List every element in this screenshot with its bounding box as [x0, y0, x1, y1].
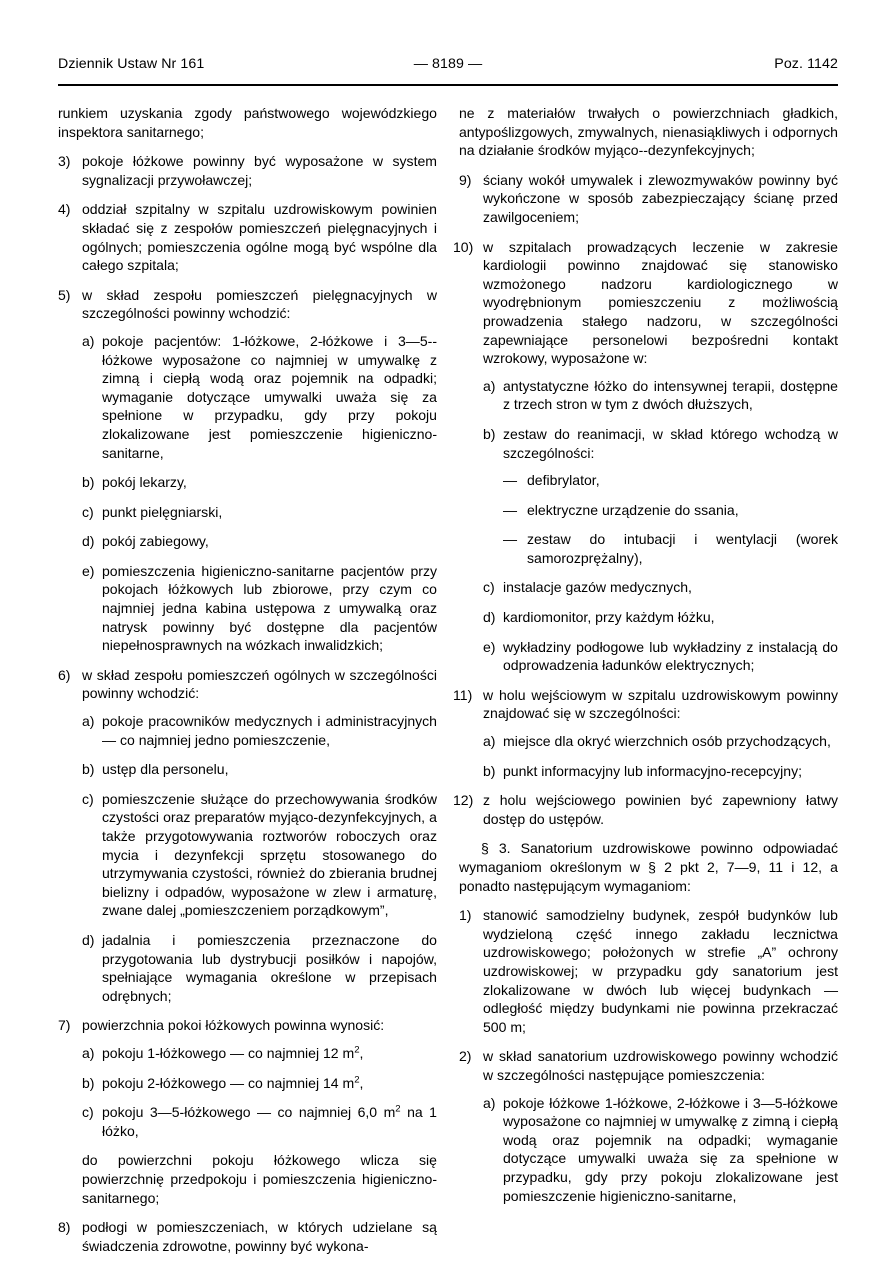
- sub-item-text: pokoje pacjentów: 1-łóżkowe, 2-łóżkowe i 3—5--łóżkowe wyposażone co najmniej w umywalkę z zimną i ciepłą wodą oraz pojemnik na odpadki; wymaganie dotyczące umywalki uważa się za spełnione w przypadku, gdy przy pokoju zlokalizowane jest pomieszczenie higieniczno-sanitarne,: [102, 332, 437, 461]
- sub-item-text: miejsce dla okryć wierzchnich osób przychodzących,: [503, 733, 831, 750]
- sub-marker: a): [82, 1044, 95, 1061]
- running-head: [58, 56, 838, 72]
- dash-item-text: defibrylator,: [527, 472, 600, 489]
- dash-item-suction-device: [503, 501, 838, 520]
- dash-item-text: elektryczne urządzenie do ssania,: [527, 501, 739, 518]
- list-item-text: z holu wejściowego powinien być zapewniony łatwy dostęp do ustępów.: [483, 792, 838, 827]
- sub-item-text: pomieszczenia higieniczno-sanitarne pacjentów przy pokojach łóżkowych lub zbiorowe, przy czym co najmniej jedna kabina ustępowa z umywalką oraz natrysk powinny być dostępne dla pacjentów niepełnosprawnych na wózkach inwalidzkich;: [102, 562, 437, 654]
- sub-marker: a): [483, 733, 496, 750]
- list-item-7: [58, 1016, 437, 1035]
- list-marker: 5): [58, 286, 71, 303]
- sub-item-11a: [483, 732, 838, 751]
- sub-marker: c): [82, 503, 94, 520]
- list-item-text: stanowić samodzielny budynek, zespół budynków lub wydzieloną część innego zakładu lecznictwa uzdrowiskowego; położonych w strefie „A” ochrony uzdrowiskowej; w przypadku gdy sanatorium jest zlokalizowane w dwóch lub więcej budynkach — odległość między budynkami nie powinna przekraczać 500 m;: [483, 907, 838, 1035]
- sub-item-text: wykładziny podłogowe lub wykładziny z instalacją do odprowadzenia ładunków elektrycznych;: [503, 638, 838, 674]
- sub-item-7b: [82, 1074, 437, 1093]
- list-marker: 3): [58, 153, 71, 170]
- sub-marker: d): [483, 609, 496, 626]
- dash-marker: —: [503, 472, 518, 489]
- list-item-8: [58, 1218, 437, 1255]
- list-item-text: ściany wokół umywalek i zlewozmywaków powinny być wykończone w sposób zabezpieczający ścianę przed zawilgoceniem;: [483, 171, 838, 225]
- sub-item-10a: [483, 377, 838, 414]
- sub-item-10b: [483, 425, 838, 462]
- sub-marker: e): [82, 562, 95, 579]
- dash-item-text: zestaw do intubacji i wentylacji (worek samorozprężalny),: [527, 531, 838, 566]
- sub-item-text: antystatyczne łóżko do intensywnej terapii, dostępne z trzech stron w tym z dwóch dłuższych,: [503, 377, 838, 413]
- sub-item-10d: [483, 608, 838, 627]
- sub-marker: b): [82, 1074, 95, 1091]
- list-marker: 4): [58, 201, 71, 218]
- list-item-text: w skład zespołu pomieszczeń pielęgnacyjnych w szczególności powinny wchodzić:: [82, 286, 437, 322]
- sub-item-text: pokój lekarzy,: [102, 474, 187, 491]
- section3-list-item-1: [459, 906, 838, 1036]
- sub-item-text: instalacje gazów medycznych,: [503, 579, 692, 596]
- list-marker: 10): [453, 238, 474, 255]
- sub-marker: b): [82, 474, 95, 491]
- sub-item-text: punkt pielęgniarski,: [102, 503, 223, 520]
- body-columns: [58, 104, 838, 1264]
- sub-item-text: pokoje pracowników medycznych i administracyjnych — co najmniej jedno pomieszczenie,: [102, 713, 437, 748]
- list-marker: 6): [58, 666, 71, 683]
- list-item-12: [453, 791, 838, 828]
- sub-marker: a): [82, 713, 95, 730]
- dash-item-defibrillator: [503, 471, 838, 490]
- header-rule: [58, 84, 838, 86]
- sub-marker: c): [483, 579, 495, 596]
- sub-item-5e: [82, 562, 437, 655]
- list-item-11: [453, 686, 838, 723]
- superscript-unit: 2: [395, 1103, 401, 1115]
- section3-sub-item-2a: [483, 1094, 838, 1206]
- sub-item-7a: [82, 1044, 437, 1063]
- sub-marker: c): [82, 1104, 94, 1121]
- sub-item-text: pokoju 1-łóżkowego — co najmniej 12 m: [102, 1044, 355, 1061]
- sub-item-6b: [82, 760, 437, 779]
- running-head-position: Poz. 1142: [774, 56, 838, 72]
- superscript-unit: 2: [354, 1073, 360, 1085]
- list-item-6: [58, 666, 437, 703]
- sub-item-10c: [483, 578, 838, 597]
- list-item-text: pokoje łóżkowe powinny być wyposażone w system sygnalizacji przywoławczej;: [82, 153, 437, 188]
- page-number: — 8189 —: [413, 56, 483, 72]
- running-head-journal: Dziennik Ustaw Nr 161: [58, 56, 205, 72]
- list-marker: 9): [459, 171, 472, 188]
- list-item-text: w skład sanatorium uzdrowiskowego powinny wchodzić w szczególności następujące pomieszczenia:: [483, 1048, 838, 1083]
- sub-item-6a: [82, 712, 437, 749]
- list-item-text: w szpitalach prowadzących leczenie w zakresie kardiologii powinno znajdować się stanowisko wzmożonego nadzoru kardiologicznego w wyodrębnionym pomieszczeniu z możliwością prowadzenia stałego nadzoru, w szczególności zapewniające personelowi bezpośredni kontakt wzrokowy, wyposażone w:: [483, 238, 838, 367]
- sub-item-text: zestaw do reanimacji, w skład którego wchodzą w szczególności:: [503, 425, 838, 461]
- carryover-paragraph: runkiem uzyskania zgody państwowego wojewódzkiego inspektora sanitarnego;: [58, 105, 437, 140]
- sub-marker: e): [483, 638, 496, 655]
- sub-marker: d): [82, 931, 95, 948]
- sub-marker: a): [483, 377, 496, 394]
- sub-item-text: pokoje łóżkowe 1-łóżkowe, 2-łóżkowe i 3—5-łóżkowe wyposażone co najmniej w umywalkę z zimną i ciepłą wodą oraz pojemnik na odpadki; wymaganie dotyczące umywalki uważa się za spełnione w przypadku, gdy przy pokoju zlokalizowane jest pomieszczenie higieniczno-sanitarne,: [503, 1094, 838, 1204]
- list-marker: 8): [58, 1219, 71, 1236]
- sub-item-5c: [82, 503, 437, 522]
- sub-item-text: jadalnia i pomieszczenia przeznaczone do przygotowania lub dystrybucji posiłków i napojów, spełniające wymagania określone w przepisach odrębnych;: [102, 931, 437, 1004]
- sub-marker: a): [82, 332, 95, 349]
- sub-item-5a: [82, 332, 437, 462]
- list-item-9: [459, 171, 838, 227]
- right-column: [453, 104, 838, 1264]
- dash-marker: —: [503, 501, 518, 518]
- sub-item-text: kardiomonitor, przy każdym łóżku,: [503, 609, 715, 626]
- sub-item-6d: [82, 931, 437, 1005]
- list-marker: 12): [453, 792, 474, 809]
- sub-marker: b): [82, 761, 95, 778]
- section3-list-item-2: [459, 1047, 838, 1084]
- list-item-3: [58, 152, 437, 189]
- list-marker: 7): [58, 1017, 71, 1034]
- list-item-text: powierzchnia pokoi łóżkowych powinna wynosić:: [82, 1017, 385, 1034]
- sub-item-6c: [82, 790, 437, 920]
- list-marker: 1): [459, 907, 472, 924]
- list-marker: 11): [453, 686, 473, 703]
- list-item-text: w holu wejściowym w szpitalu uzdrowiskowym powinny znajdować się w szczególności:: [483, 686, 838, 722]
- dash-item-intubation-set: [503, 530, 838, 567]
- sub-item-5b: [82, 473, 437, 492]
- sub-item-7c: [82, 1103, 437, 1140]
- sub-marker: b): [483, 762, 496, 779]
- sub-marker: a): [483, 1094, 496, 1111]
- sub-item-text: pokój zabiegowy,: [102, 533, 209, 550]
- list-item-text: oddział szpitalny w szpitalu uzdrowiskowym powinien składać się z zespołów pomieszczeń pielęgnacyjnych i ogólnych; pomieszczenia ogólne mogą być wspólne dla całego szpitala;: [82, 201, 437, 274]
- list-item-4: [58, 200, 437, 274]
- sub-marker: b): [483, 425, 496, 442]
- sub-item-text: ustęp dla personelu,: [102, 761, 229, 778]
- sub-marker: d): [82, 533, 95, 550]
- left-column: [58, 104, 437, 1264]
- sub-item-text-tail: ,: [359, 1044, 364, 1061]
- sub-item-text: punkt informacyjny lub informacyjno-recepcyjny;: [503, 762, 803, 779]
- sub-item-5d: [82, 532, 437, 551]
- sub-marker: c): [82, 790, 94, 807]
- sub-item-text: pomieszczenie służące do przechowywania środków czystości oraz preparatów myjąco-dezynfekcyjnych, a także przygotowywania roztworów roboczych oraz mycia i dezynfekcji sprzętu stosowanego do utrzymywania czystości, również do zbierania brudnej bielizny i odpadów, wyposażone w zlew i armaturę, zwane dalej „pomieszczeniem porządkowym”,: [102, 790, 437, 919]
- dash-marker: —: [503, 531, 518, 548]
- list-item-text: podłogi w pomieszczeniach, w których udzielane są świadczenia zdrowotne, powinny być wykona-: [82, 1219, 437, 1254]
- list-marker: 2): [459, 1048, 472, 1065]
- list-item-text: w skład zespołu pomieszczeń ogólnych w szczególności powinny wchodzić:: [82, 666, 437, 702]
- sub-item-text-tail: ,: [359, 1074, 364, 1091]
- sub-item-text: pokoju 2-łóżkowego — co najmniej 14 m: [102, 1074, 355, 1091]
- list-item-5: [58, 286, 437, 323]
- list-item-10: [453, 238, 838, 368]
- superscript-unit: 2: [354, 1044, 360, 1056]
- sub-item-11b: [483, 762, 838, 781]
- section-3-paragraph: § 3. Sanatorium uzdrowiskowe powinno odpowiadać wymaganiom określonym w § 2 pkt 2, 7—9, 11 i 12, a ponadto następującym wymaganiom:: [459, 840, 838, 894]
- carryover-paragraph: ne z materiałów trwałych o powierzchniach gładkich, antypoślizgowych, zmywalnych, nienasiąkliwych i odpornych na działanie środków myjąco--dezynfekcyjnych;: [459, 105, 838, 159]
- item-7-closing-paragraph: do powierzchni pokoju łóżkowego wlicza się powierzchnię przedpokoju i pomieszczenia higieniczno-sanitarnego;: [82, 1152, 437, 1206]
- sub-item-text-tail: na 1 łóżko,: [102, 1104, 437, 1139]
- sub-item-10e: [483, 638, 838, 675]
- sub-item-text: pokoju 3—5-łóżkowego — co najmniej 6,0 m: [102, 1104, 396, 1121]
